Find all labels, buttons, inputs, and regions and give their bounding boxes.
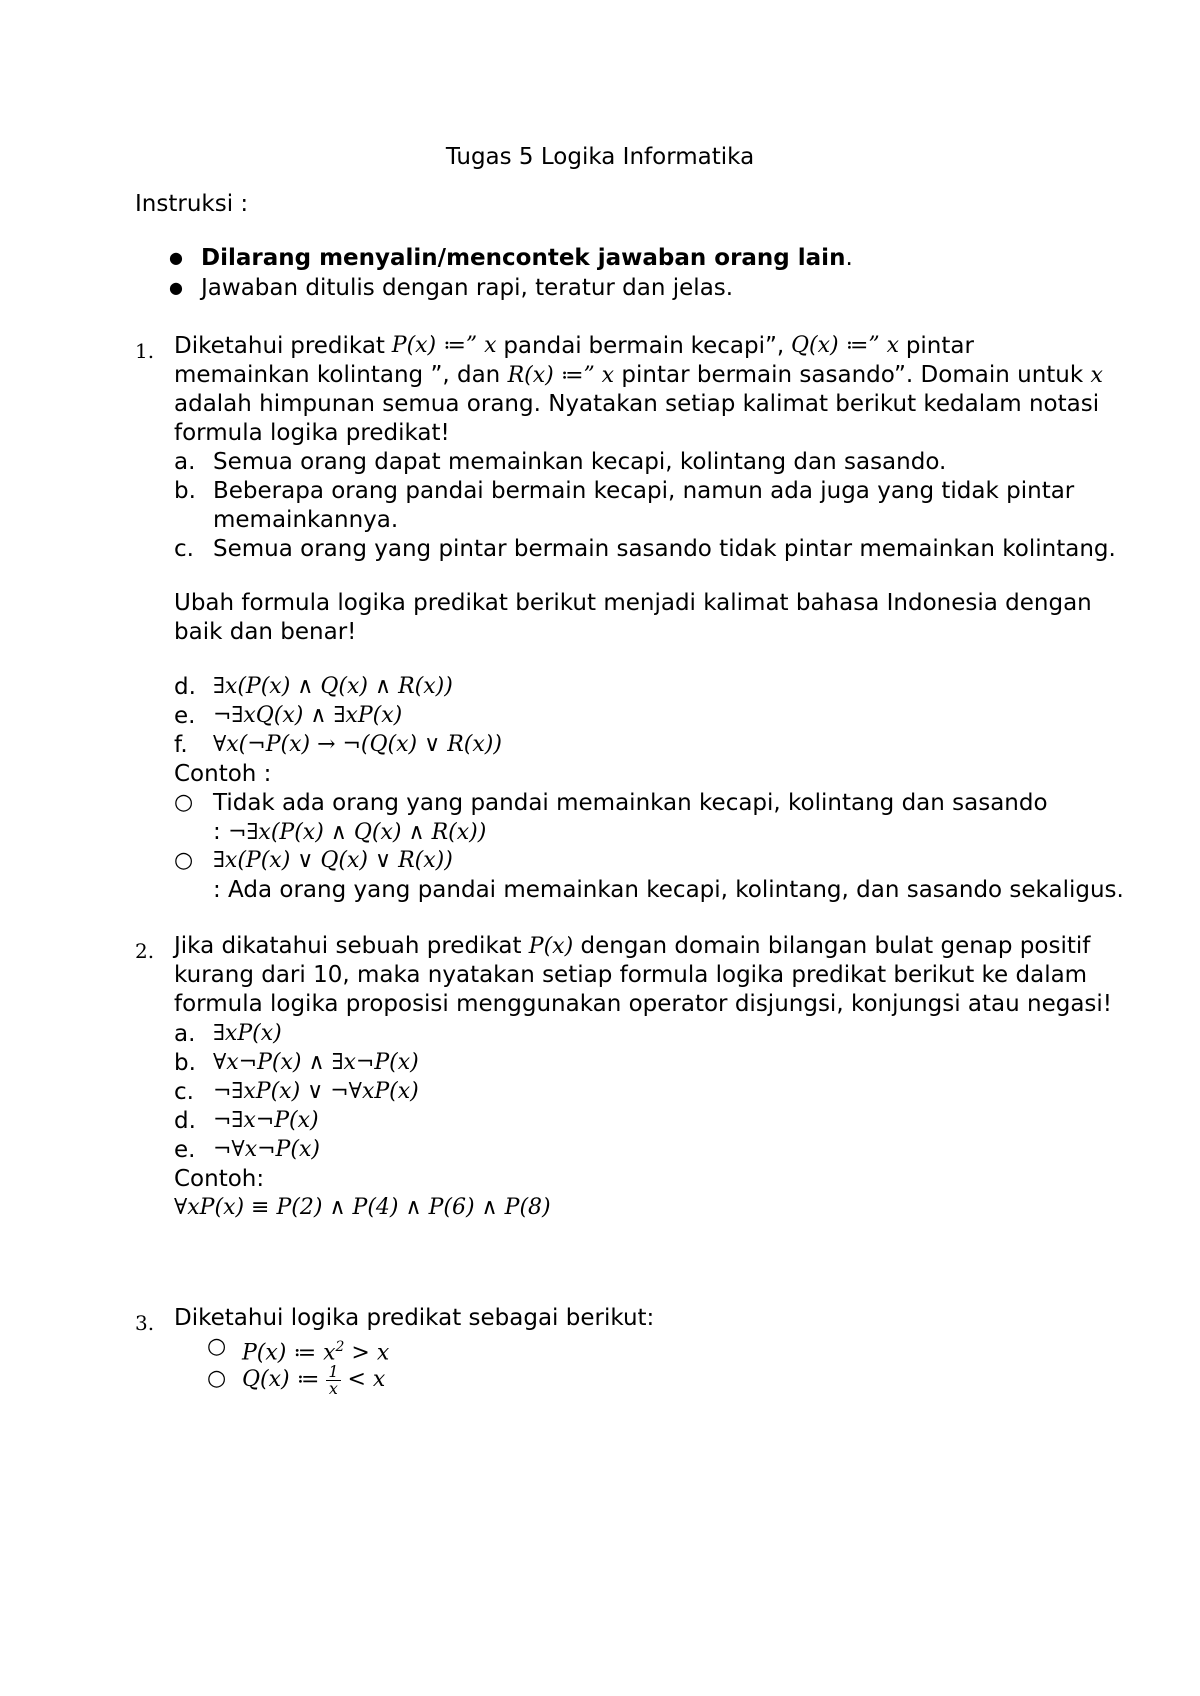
example-text: : Ada orang yang pandai memainkan kecapi, kolintang, dan sasando sekaligus. (213, 877, 1124, 903)
item-label: f. (174, 732, 188, 758)
formula: ¬∀x¬P(x) (213, 1137, 320, 1162)
question-intro-line: Diketahui logika predikat sebagai berikut: (174, 1305, 655, 1331)
item-label: a. (174, 1021, 196, 1047)
predicate-definition: Q(x) ≔ $\frac{1}{x}$ < x (242, 1361, 386, 1398)
question-intro-line: formula logika proposisi menggunakan operator disjungsi, konjungsi atau negasi! (174, 991, 1113, 1017)
question-intro-line: Jika dikatahui sebuah predikat P(x) dengan domain bilangan bulat genap positif (174, 933, 1091, 959)
formula: ∀x(¬P(x) → ¬(Q(x) ∨ R(x)) (213, 732, 502, 757)
item-label: d. (174, 674, 196, 700)
item-text: Semua orang dapat memainkan kecapi, kolintang dan sasando. (213, 449, 947, 475)
question-intro-line: Diketahui predikat P(x) ≔” x pandai bermain kecapi”, Q(x) ≔” x pintar (174, 333, 974, 359)
question-number: 2. (135, 939, 155, 963)
example-formula: ∃x(P(x) ∨ Q(x) ∨ R(x)) (213, 848, 453, 873)
item-label: c. (174, 536, 194, 562)
example-formula: : ¬∃x(P(x) ∧ Q(x) ∧ R(x)) (213, 819, 487, 845)
predicate-definition: P(x) ≔ $x^2 > x$ (242, 1339, 390, 1366)
formula: ∀x¬P(x) ∧ ∃x¬P(x) (213, 1050, 419, 1075)
formula: ¬∃xP(x) ∨ ¬∀xP(x) (213, 1079, 419, 1104)
fraction: $\frac{1}{x}$ (328, 1361, 339, 1398)
circle-bullet-icon: ○ (207, 1334, 227, 1359)
item-label: c. (174, 1079, 194, 1105)
formula: ∃xP(x) (213, 1021, 282, 1046)
translate-instruction: baik dan benar! (174, 619, 357, 645)
question-number: 1. (135, 339, 155, 363)
question-intro-line: kurang dari 10, maka nyatakan setiap formula logika predikat berikut ke dalam (174, 962, 1088, 988)
item-label: a. (174, 449, 196, 475)
item-label: d. (174, 1108, 196, 1134)
translate-instruction: Ubah formula logika predikat berikut menjadi kalimat bahasa Indonesia dengan (174, 590, 1092, 616)
circle-bullet-icon: ○ (207, 1366, 227, 1391)
item-label: e. (174, 703, 196, 729)
item-label: b. (174, 478, 196, 504)
page-title: Tugas 5 Logika Informatika (445, 144, 755, 170)
example-text: Tidak ada orang yang pandai memainkan kecapi, kolintang dan sasando (213, 790, 1048, 816)
bullet-icon: ● (169, 278, 183, 297)
question-intro-line: memainkan kolintang ”, dan R(x) ≔” x pintar bermain sasando”. Domain untuk x (174, 362, 1103, 388)
example-label: Contoh : (174, 761, 272, 787)
item-text: memainkannya. (213, 507, 399, 533)
item-label: e. (174, 1137, 196, 1163)
circle-bullet-icon: ○ (174, 848, 194, 873)
formula: ¬∃xQ(x) ∧ ∃xP(x) (213, 703, 403, 728)
item-label: b. (174, 1050, 196, 1076)
example-label: Contoh: (174, 1166, 265, 1192)
bullet-icon: ● (169, 248, 183, 267)
example-formula: ∀xP(x) ≡ P(2) ∧ P(4) ∧ P(6) ∧ P(8) (174, 1195, 551, 1220)
item-text: Semua orang yang pintar bermain sasando tidak pintar memainkan kolintang. (213, 536, 1116, 562)
circle-bullet-icon: ○ (174, 790, 194, 815)
formula: ¬∃x¬P(x) (213, 1108, 319, 1133)
formula: ∃x(P(x) ∧ Q(x) ∧ R(x)) (213, 674, 453, 699)
instructions-label: Instruksi : (135, 191, 249, 217)
item-text: Beberapa orang pandai bermain kecapi, namun ada juga yang tidak pintar (213, 478, 1075, 504)
question-intro-line: adalah himpunan semua orang. Nyatakan setiap kalimat berikut kedalam notasi (174, 391, 1100, 417)
question-number: 3. (135, 1311, 155, 1335)
instruction-rule: Jawaban ditulis dengan rapi, teratur dan jelas. (201, 275, 734, 301)
question-intro-line: formula logika predikat! (174, 420, 450, 446)
instruction-rule: Dilarang menyalin/mencontek jawaban orang lain. (201, 245, 853, 271)
